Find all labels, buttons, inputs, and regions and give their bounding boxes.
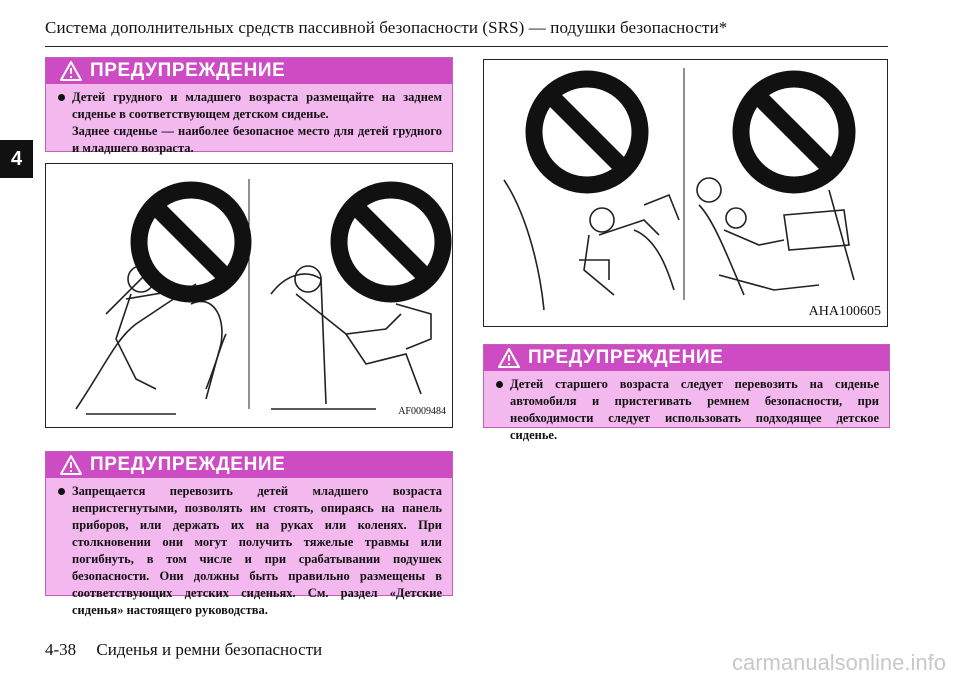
figure-code: AHA100605 [808, 304, 881, 319]
watermark: carmanualsonline.info [731, 650, 946, 675]
warning-triangle-icon [498, 348, 520, 368]
warning-triangle-icon [60, 455, 82, 475]
warning-header [46, 58, 452, 84]
figure-code: AF0009484 [398, 406, 446, 417]
section-title: Сиденья и ремни безопасности [96, 640, 323, 659]
chapter-tab: 4 [0, 140, 33, 178]
warning-text: Запрещается перевозить детей младшего возраста непристегнутыми, позволять им стоять, опираясь на панель приборов, или держать их на руках или коленях. При столкновении они могут получить тяжелые травмы или погибнуть, в том числе и при срабатывании подушек безопасности. Они должны быть правильно размещены в соответствующих детских сиденьях. См. раздел «Детские сиденья» настоящего руководства. [72, 484, 442, 617]
warning-text: Заднее сиденье — наиболее безопасное место для детей грудного и младшего возраста. [72, 124, 442, 155]
prohibition-icon [139, 190, 243, 294]
prohibition-icon [741, 79, 847, 185]
page-header: Система дополнительных средств пассивной безопасности (SRS) — подушки безопасности* [45, 18, 728, 37]
child-seating-illustration [46, 164, 452, 427]
page-number: 4-38 [45, 640, 77, 659]
illustration-figure-1 [45, 163, 453, 428]
warning-heading: ПРЕДУПРЕЖДЕНИЕ [90, 454, 286, 475]
child-seating-illustration [484, 60, 887, 326]
warning-text: Детей старшего возраста следует перевозить на сиденье автомобиля и пристегивать ремнем безопасности, при необходимости следует использовать подходящее детское сиденье. [510, 377, 879, 442]
prohibition-icon [534, 79, 640, 185]
warning-box-1 [45, 57, 453, 155]
warning-triangle-icon [60, 61, 82, 81]
warning-text: Детей грудного и младшего возраста размещайте на заднем сиденье в соответствующем детском сиденье. [72, 90, 442, 121]
warning-heading: ПРЕДУПРЕЖДЕНИЕ [528, 347, 724, 368]
warning-body [46, 478, 452, 625]
warning-box-2 [45, 451, 453, 617]
warning-header [46, 452, 452, 478]
warning-box-3 [483, 344, 890, 442]
warning-body [46, 84, 452, 163]
illustration-figure-2 [483, 59, 888, 327]
prohibition-icon [339, 190, 443, 294]
warning-header [484, 345, 889, 371]
page-footer [45, 640, 338, 660]
bullet [58, 488, 65, 495]
warning-body [484, 371, 889, 450]
bullet [58, 94, 65, 101]
warning-heading: ПРЕДУПРЕЖДЕНИЕ [90, 60, 286, 81]
bullet [496, 381, 503, 388]
header-rule [45, 46, 888, 47]
